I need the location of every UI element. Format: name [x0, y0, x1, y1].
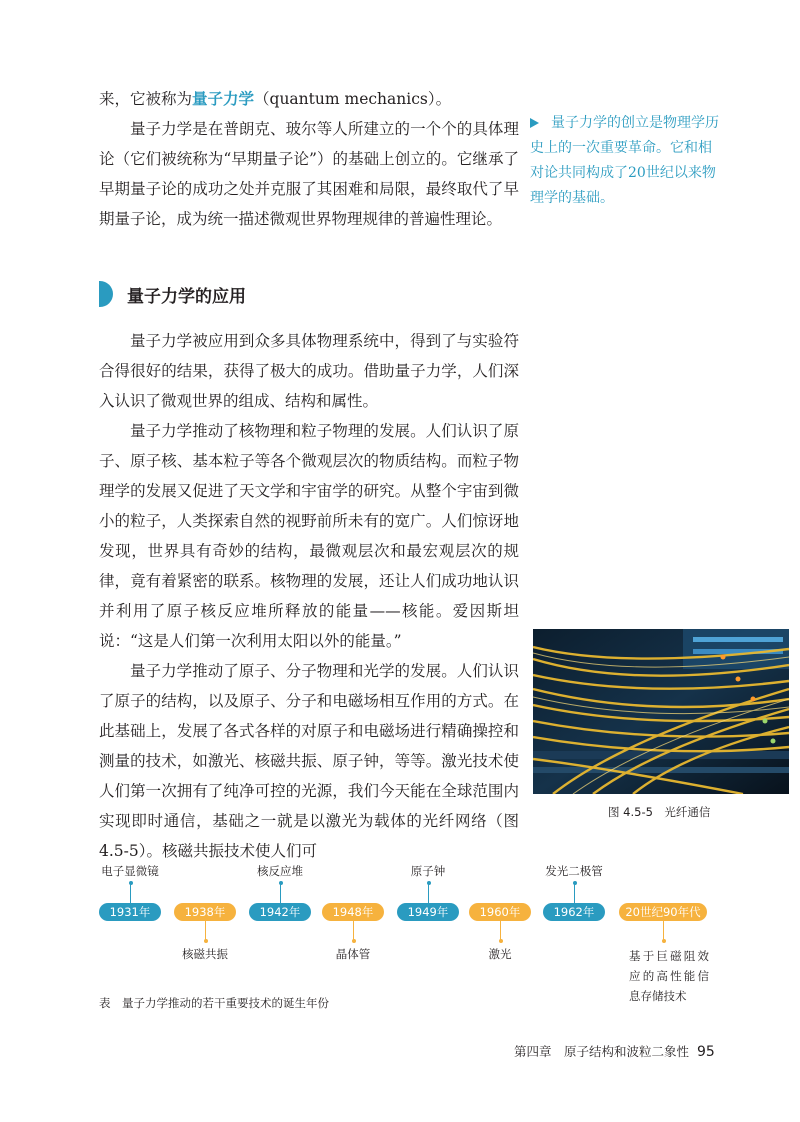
- timeline-connector-1: [205, 921, 206, 941]
- timeline-dot-icon: [573, 881, 577, 885]
- technology-timeline: [0, 855, 800, 1005]
- paragraph-2: 量子力学是在普朗克、玻尔等人所建立的一个个的具体理论（它们被统称为“早期量子论”）的基础上创立的。它继承了早期量子论的成功之处并克服了其困难和局限，最终取代了早期量子论，成为统一描述微观世界物理规律的普遍性理论。: [99, 120, 519, 228]
- timeline-tech-label-6: 发光二极管: [545, 864, 603, 878]
- page-footer: [514, 1042, 715, 1060]
- term-quantum-mechanics: 量子力学: [192, 90, 255, 108]
- paragraph-1-text-a: 来，它被称为: [99, 90, 193, 108]
- sidenote: [530, 111, 720, 211]
- timeline-year-7: 20世纪90年代: [619, 903, 707, 921]
- timeline-tech-label-2: 核反应堆: [257, 864, 303, 878]
- chapter-title: 第四章 原子结构和波粒二象性: [514, 1044, 690, 1059]
- timeline-tech-label-1: 核磁共振: [182, 947, 228, 961]
- timeline-year-3: 1948年: [322, 903, 384, 921]
- timeline-dot-icon: [499, 939, 503, 943]
- triangle-bullet-icon: [530, 118, 539, 128]
- timeline-dot-icon: [427, 881, 431, 885]
- timeline-tech-label-0: 电子显微镜: [101, 864, 159, 878]
- paragraph-1-text-b: （quantum mechanics）。: [254, 90, 452, 108]
- table-caption: 表 量子力学推动的若干重要技术的诞生年份: [99, 996, 329, 1010]
- paragraph-5: 量子力学推动了原子、分子物理和光学的发展。人们认识了原子的结构，以及原子、分子和电磁场相互作用的方式。在此基础上，发展了各式各样的对原子和电磁场进行精确操控和测量的技术，如激光、核磁共振、原子钟，等等。激光技术使人们第一次拥有了纯净可控的光源，我们今天能在全球范围内实现即时通信，基础之一就是以激光为载体的光纤网络（图 4.5-5）。核磁共振技术使人们可: [99, 662, 519, 860]
- timeline-year-6: 1962年: [543, 903, 605, 921]
- timeline-dot-icon: [662, 939, 666, 943]
- timeline-tech-label-5: 激光: [488, 947, 512, 961]
- timeline-connector-4: [428, 883, 429, 903]
- timeline-year-2: 1942年: [249, 903, 311, 921]
- paragraph-1: [99, 84, 519, 114]
- timeline-tech-label-4: 原子钟: [410, 864, 446, 878]
- timeline-year-0: 1931年: [99, 903, 161, 921]
- timeline-connector-0: [130, 883, 131, 903]
- timeline-tech-label-7: 基于巨磁阻效应的高性能信息存储技术: [629, 949, 709, 1003]
- timeline-dot-icon: [204, 939, 208, 943]
- timeline-connector-3: [353, 921, 354, 941]
- fiber-optic-photo: [533, 629, 789, 794]
- heading-marker-icon: [99, 281, 113, 307]
- fiber-optic-illustration: [533, 629, 789, 794]
- figure-caption: 图 4.5-5 光纤通信: [608, 805, 711, 819]
- paragraph-3: 量子力学被应用到众多具体物理系统中，得到了与实验符合得很好的结果，获得了极大的成功。借助量子力学，人们深入认识了微观世界的组成、结构和属性。: [99, 332, 519, 410]
- timeline-connector-6: [574, 883, 575, 903]
- timeline-dot-icon: [352, 939, 356, 943]
- timeline-year-4: 1949年: [397, 903, 459, 921]
- main-text-body: [99, 326, 519, 866]
- timeline-tech-label-3: 晶体管: [335, 947, 371, 961]
- timeline-connector-2: [280, 883, 281, 903]
- main-text-top: [99, 84, 519, 234]
- timeline-dot-icon: [129, 881, 133, 885]
- timeline-year-5: 1960年: [469, 903, 531, 921]
- page-number: 95: [697, 1044, 715, 1060]
- timeline-year-1: 1938年: [174, 903, 236, 921]
- section-heading-text: 量子力学的应用: [127, 286, 246, 307]
- section-heading: [99, 280, 246, 308]
- sidenote-text: 量子力学的创立是物理学历史上的一次重要革命。它和相对论共同构成了20世纪以来物理学的基础。: [530, 115, 719, 206]
- paragraph-4: 量子力学推动了核物理和粒子物理的发展。人们认识了原子、原子核、基本粒子等各个微观层次的物质结构。而粒子物理学的发展又促进了天文学和宇宙学的研究。从整个宇宙到微小的粒子，人类探索自然的视野前所未有的宽广。人们惊讶地发现，世界具有奇妙的结构，最微观层次和最宏观层次的规律，竟有着紧密的联系。核物理的发展，还让人们成功地认识并利用了原子核反应堆所释放的能量——核能。爱因斯坦说：“这是人们第一次利用太阳以外的能量。”: [99, 422, 519, 650]
- timeline-dot-icon: [279, 881, 283, 885]
- timeline-connector-7: [663, 921, 664, 941]
- timeline-connector-5: [500, 921, 501, 941]
